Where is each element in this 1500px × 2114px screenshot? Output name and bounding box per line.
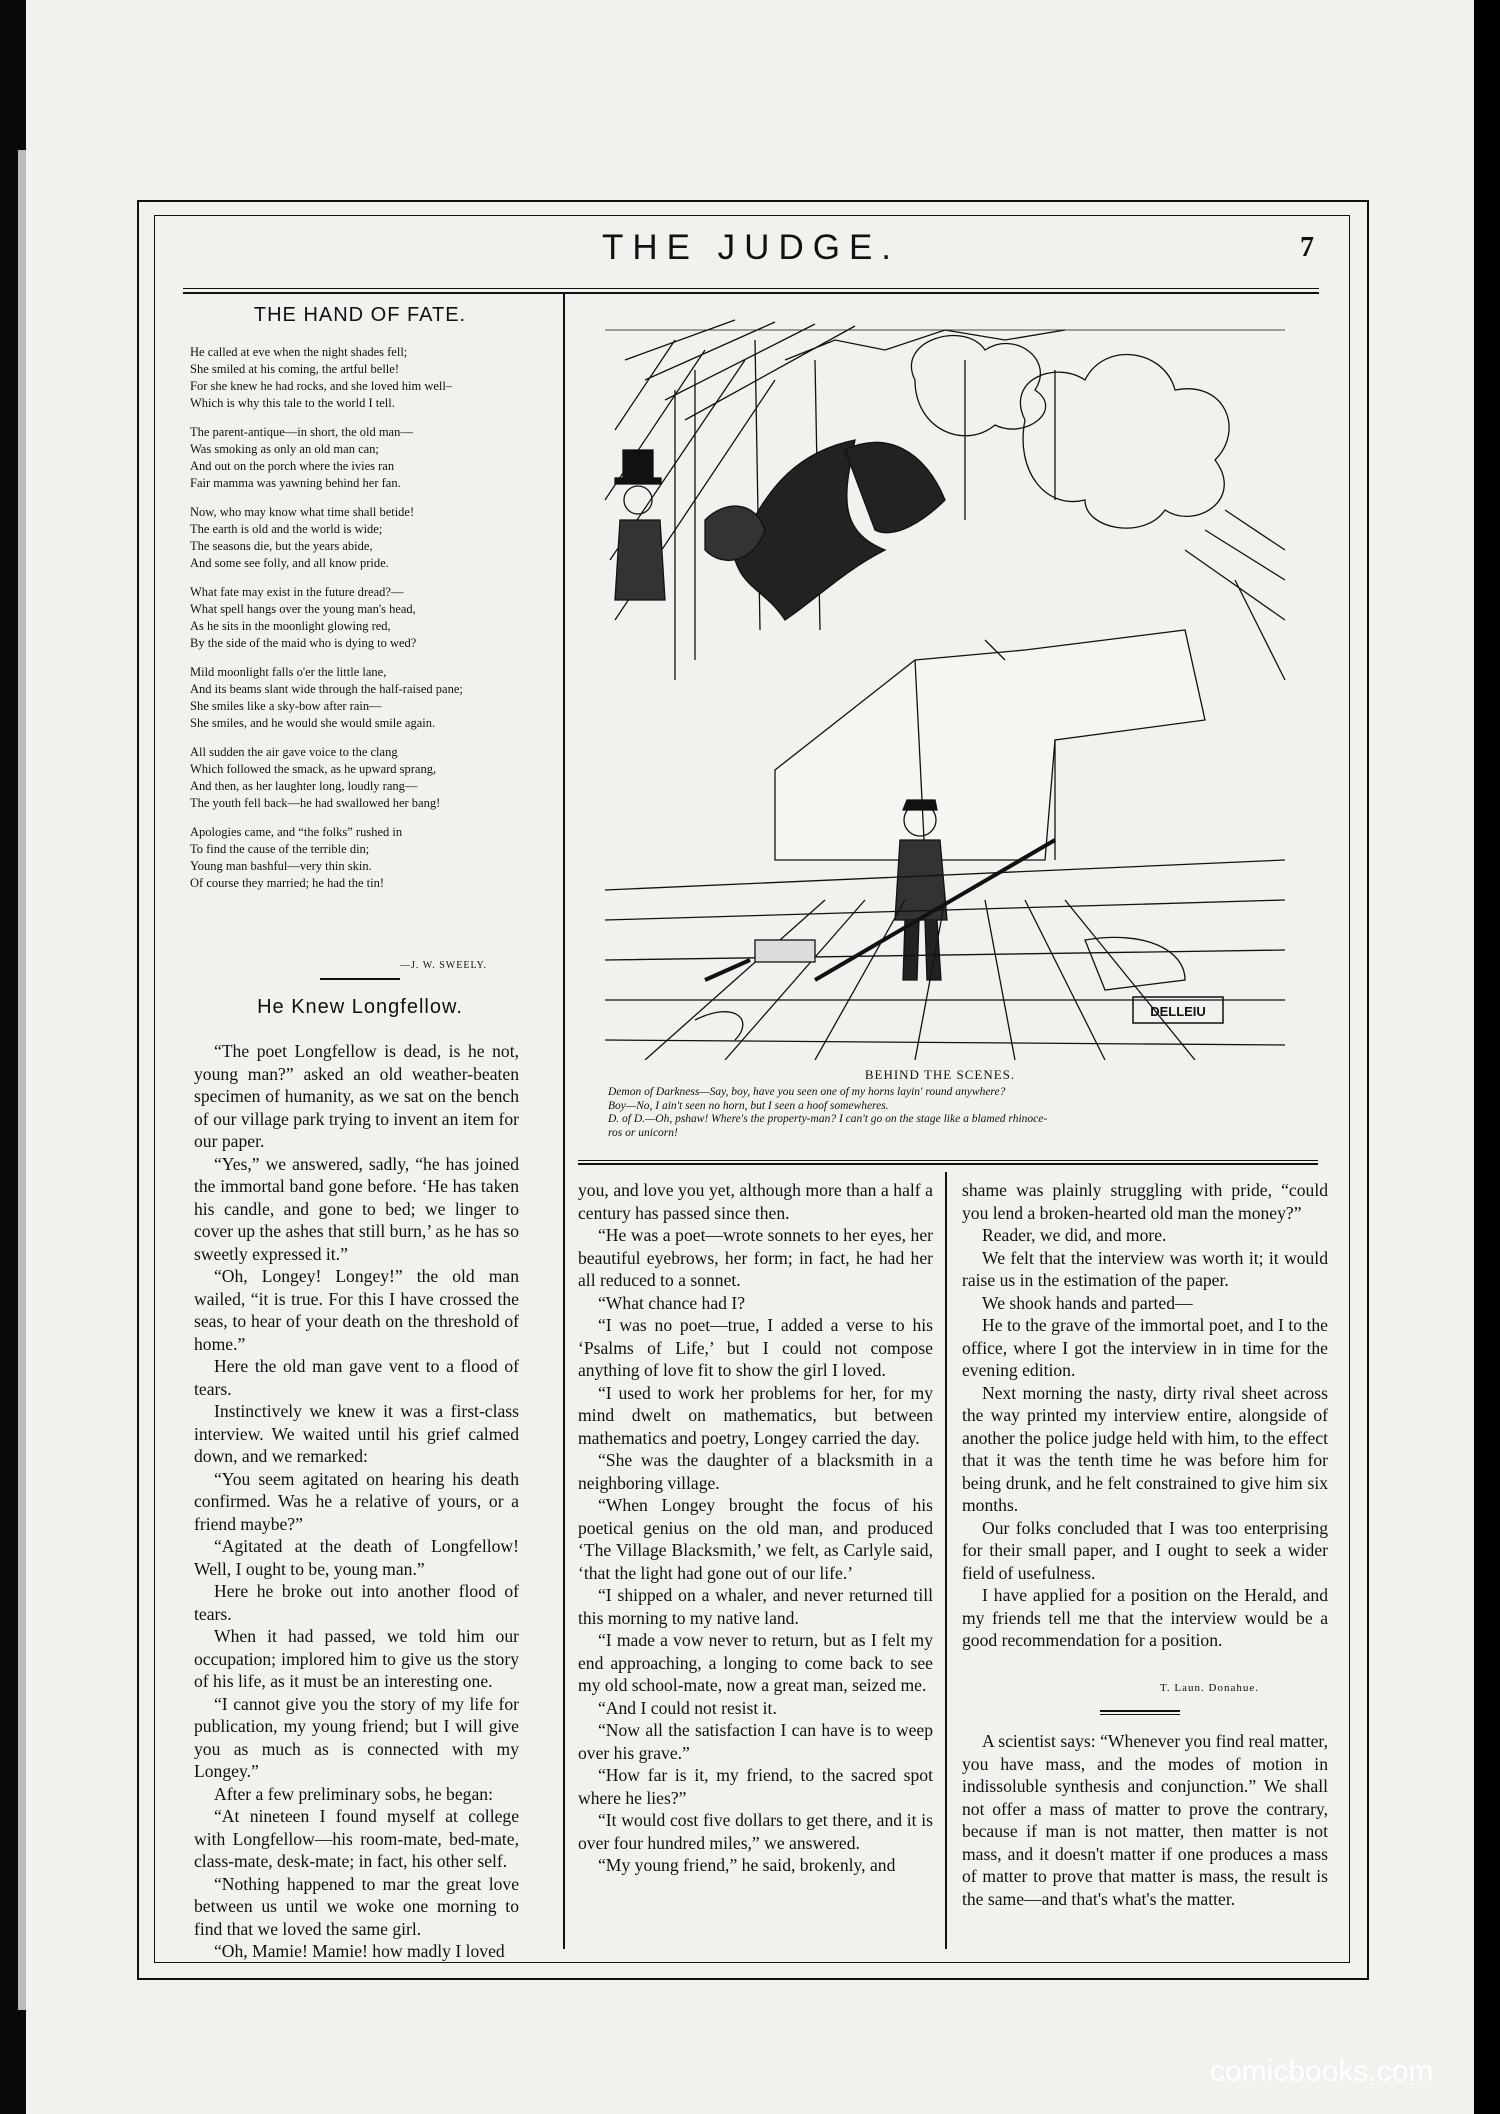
poem-line: What fate may exist in the future dread?— <box>190 585 404 599</box>
caption-line: D. of D.—Oh, pshaw! Where's the property-man? I can't go on the stage like a blamed rhinoce- <box>608 1113 1048 1125</box>
poem-line: All sudden the air gave voice to the clang <box>190 745 398 759</box>
poem-line: The earth is old and the world is wide; <box>190 522 383 536</box>
paragraph: Next morning the nasty, dirty rival sheet across the way printed my interview entire, alongside of another the police judge held with him, to the effect that it was the tenth time he was before him for being drunk, and he felt constrained to give him six months. <box>962 1382 1328 1515</box>
paragraph: After a few preliminary sobs, he began: <box>214 1783 493 1804</box>
poem-body <box>190 344 530 904</box>
paragraph: We shook hands and parted— <box>982 1292 1193 1313</box>
article-signature: T. Laun. Donahue. <box>1160 1682 1259 1694</box>
poem-line: Now, who may know what time shall betide! <box>190 505 415 519</box>
poem-line: Apologies came, and “the folks” rushed in <box>190 825 403 839</box>
section-divider <box>320 978 400 980</box>
paragraph: Here he broke out into another flood of tears. <box>194 1581 519 1624</box>
page-number: 7 <box>1300 232 1314 263</box>
section-divider <box>1100 1710 1180 1712</box>
paragraph: “You seem agitated on hearing his death confirmed. Was he a relative of yours, or a friend maybe?” <box>194 1468 519 1534</box>
paragraph: “I was no poet—true, I added a verse to his ‘Psalms of Life,’ but I could not compose anything of love fit to show the girl I loved. <box>578 1315 933 1380</box>
paragraph: When it had passed, we told him our occupation; implored him to give us the story of his life, as it must be an interesting one. <box>194 1626 519 1691</box>
watermark: comicbooks.com <box>1210 2055 1434 2088</box>
paragraph: “Oh, Longey! Longey!” the old man wailed, “it is true. For this I have crossed the seas, to hear of your death on the threshold of home.” <box>194 1266 519 1354</box>
masthead-rule-top <box>183 288 1319 289</box>
paragraph: “The poet Longfellow is dead, is he not, young man?” asked an old weather-beaten specimen of humanity, as we sat on the bench of our village park trying to invent an item for our paper. <box>194 1041 519 1151</box>
poem-signature: —J. W. SWEELY. <box>400 960 487 971</box>
poem-line: Of course they married; he had the tin! <box>190 876 385 890</box>
paragraph: “Yes,” we answered, sadly, “he has joined the immortal band gone before. ‘He has taken his candle, and gone to bed; we linger to cover up the ashes that still burn,’ as he has so sweetly expressed it.” <box>194 1153 519 1264</box>
poem-line: For she knew he had rocks, and she loved him well– <box>190 379 453 393</box>
caption-line: Boy—No, I ain't seen no horn, but I seen a hoof somewheres. <box>608 1099 889 1112</box>
poem-stanza <box>190 344 530 412</box>
column-divider-left <box>563 294 565 1949</box>
poem-line: The youth fell back—he had swallowed her bang! <box>190 796 441 810</box>
paragraph: “I cannot give you the story of my life for publication, my young friend; but I will give you as much as is connected with my Longey.” <box>194 1693 519 1781</box>
poem-line: As he sits in the moonlight glowing red, <box>190 619 391 633</box>
paragraph: “At nineteen I found myself at college with Longfellow—his room-mate, bed-mate, class-mate, desk-mate; in fact, his other self. <box>194 1806 519 1871</box>
poem-line: And out on the porch where the ivies ran <box>190 459 395 473</box>
paragraph: “Nothing happened to mar the great love between us until we woke one morning to find that we loved the same girl. <box>194 1873 519 1939</box>
poem-line: What spell hangs over the young man's head, <box>190 602 416 616</box>
paragraph: “She was the daughter of a blacksmith in a neighboring village. <box>578 1450 933 1493</box>
paragraph: A scientist says: “Whenever you find real matter, you have mass, and the modes of motion in indissoluble synthesis and conjunction.” We shall not offer a mass of matter to prove the contrary, because if man is not matter, then matter is not mass, and it doesn't matter if one produces a mass of matter to prove that matter is mass, the result is the same—and that's what's the matter. <box>962 1731 1328 1909</box>
poem-line: And then, as her laughter long, loudly rang— <box>190 779 418 793</box>
cartoon-caption <box>608 1086 1308 1140</box>
poem-line: Fair mamma was yawning behind her fan. <box>190 476 401 490</box>
poem-line: The seasons die, but the years abide, <box>190 539 373 553</box>
illustration-rule-top <box>578 1160 1318 1161</box>
poem-stanza <box>190 664 530 732</box>
paragraph: I have applied for a position on the Herald, and my friends tell me that the interview would be a good recommendation for a position. <box>962 1585 1328 1650</box>
poem-stanza <box>190 504 530 572</box>
paragraph: “And I could not resist it. <box>598 1697 777 1718</box>
paragraph: “I made a vow never to return, but as I felt my end approaching, a longing to come back to see my old school-mate, now a great man, seized me. <box>578 1630 933 1695</box>
caption-line: Demon of Darkness—Say, boy, have you seen one of my horns layin' round anywhere? <box>608 1086 1006 1098</box>
poem-stanza <box>190 744 530 812</box>
poem-line: By the side of the maid who is dying to wed? <box>190 636 417 650</box>
paragraph: “He was a poet—wrote sonnets to her eyes, her beautiful eyebrows, her form; in fact, he had her all reduced to a sonnet. <box>578 1225 933 1290</box>
paragraph: “What chance had I? <box>598 1292 746 1313</box>
paragraph: “When Longey brought the focus of his poetical genius on the old man, and produced ‘The Village Blacksmith,’ we felt, as Carlyle said, ‘that the light had gone out of our life.’ <box>578 1495 933 1583</box>
paragraph: We felt that the interview was worth it; it would raise us in the estimation of the paper. <box>962 1247 1328 1290</box>
paragraph: He to the grave of the immortal poet, and I to the office, where I got the interview in in time for the evening edition. <box>962 1315 1328 1380</box>
poem-line: She smiles, and he would she would smile again. <box>190 716 436 730</box>
poem-line: Young man bashful—very thin skin. <box>190 859 372 873</box>
paragraph: “How far is it, my friend, to the sacred spot where he lies?” <box>578 1765 933 1808</box>
paragraph: Our folks concluded that I was too enterprising for their small paper, and I ought to seek a wider field of usefulness. <box>962 1517 1328 1583</box>
paragraph: “Oh, Mamie! Mamie! how madly I loved <box>214 1941 505 1961</box>
poem-line: She smiles like a sky-bow after rain— <box>190 699 382 713</box>
artist-signature: DELLEIU <box>1150 1004 1206 1019</box>
poem-line: Which followed the smack, as he upward sprang, <box>190 762 437 776</box>
paragraph: “Now all the satisfaction I can have is to weep over his grave.” <box>578 1720 933 1763</box>
poem-line: Which is why this tale to the world I tell. <box>190 396 395 410</box>
caption-line: ros or unicorn! <box>608 1126 678 1139</box>
paragraph: Instinctively we knew it was a first-class interview. We waited until his grief calmed down, and we remarked: <box>194 1401 519 1466</box>
article-column-2 <box>578 1179 933 1877</box>
poem-line: She smiled at his coming, the artful belle! <box>190 362 399 376</box>
poem-stanza <box>190 424 530 492</box>
paragraph: “My young friend,” he said, brokenly, and <box>598 1855 896 1875</box>
paragraph: shame was plainly struggling with pride, “could you lend a broken-hearted old man the money?” <box>962 1180 1328 1223</box>
masthead: THE JUDGE. <box>601 228 901 267</box>
masthead-rule-bottom <box>183 292 1319 294</box>
paragraph: Reader, we did, and more. <box>982 1225 1167 1245</box>
column-divider-right <box>945 1172 947 1949</box>
paragraph: you, and love you yet, although more than a half a century has passed since then. <box>578 1180 933 1223</box>
poem-line: Was smoking as only an old man can; <box>190 442 379 456</box>
poem-line: To find the cause of the terrible din; <box>190 842 370 856</box>
article-column-1 <box>194 1040 519 1963</box>
poem-stanza <box>190 824 530 892</box>
poem-line: The parent-antique—in short, the old man— <box>190 425 413 439</box>
poem-title: THE HAND OF FATE. <box>253 304 467 326</box>
illustration-rule-bottom <box>578 1163 1318 1165</box>
poem-line: And some see folly, and all know pride. <box>190 556 389 570</box>
paragraph: “Agitated at the death of Longfellow! Well, I ought to be, young man.” <box>194 1536 519 1579</box>
article-column-3 <box>962 1179 1328 1652</box>
caption-title: BEHIND THE SCENES. <box>864 1067 1016 1082</box>
paragraph: “I shipped on a whaler, and never returned till this morning to my native land. <box>578 1585 933 1628</box>
paragraph: “It would cost five dollars to get there, and it is over four hundred miles,” we answered. <box>578 1810 933 1853</box>
poem-line: He called at eve when the night shades fell; <box>190 345 408 359</box>
paragraph: “I used to work her problems for her, for my mind dwelt on mathematics, but between mathematics and poetry, Longey carried the day. <box>578 1382 933 1448</box>
scientist-paragraph <box>962 1730 1328 1910</box>
poem-line: And its beams slant wide through the half-raised pane; <box>190 682 463 696</box>
poem-stanza <box>190 584 530 652</box>
paragraph: Here the old man gave vent to a flood of tears. <box>194 1356 519 1399</box>
section-divider <box>1100 1714 1180 1715</box>
article-title: He Knew Longfellow. <box>257 996 463 1018</box>
poem-line: Mild moonlight falls o'er the little lane, <box>190 665 387 679</box>
cartoon-illustration <box>585 300 1305 1060</box>
